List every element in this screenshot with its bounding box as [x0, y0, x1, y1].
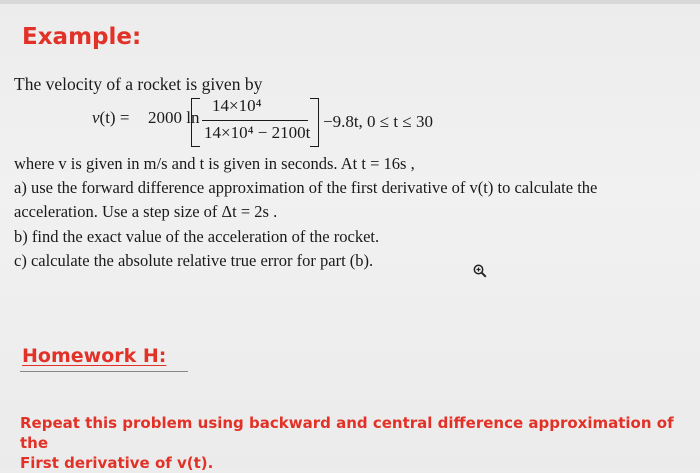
fraction-bar [202, 120, 308, 121]
equation-tail: −9.8t, 0 ≤ t ≤ 30 [323, 112, 433, 131]
homework-task [20, 413, 680, 473]
homework-task-line-2: First derivative of v(t). [20, 454, 214, 472]
intro-text: The velocity of a rocket is given by [14, 74, 263, 94]
left-bracket [191, 98, 200, 147]
homework-title: Homework H: [22, 345, 167, 367]
example-heading: Example: [22, 24, 142, 50]
part-a-line-2: acceleration. Use a step size of Δt = 2s . [14, 202, 278, 221]
right-bracket [310, 98, 319, 147]
velocity-equation [92, 96, 452, 152]
equation-numerator: 14×10⁴ [212, 96, 262, 115]
equation-denominator: 14×10⁴ − 2100t [204, 123, 311, 142]
where-line: where v is given in m/s and t is given in seconds. At t = 16s , [14, 154, 415, 173]
homework-task-line-1: Repeat this problem using backward and central difference approximation of the [20, 414, 674, 452]
equation-coefficient: 2000 ln [148, 108, 200, 127]
part-b-line: b) find the exact value of the acceleration of the rocket. [14, 227, 380, 246]
equation-lhs: v(t) = [92, 108, 130, 127]
zoom-in-icon[interactable] [473, 264, 487, 278]
part-c-line: c) calculate the absolute relative true error for part (b). [14, 251, 374, 270]
homework-underline [20, 371, 188, 372]
top-edge [0, 0, 700, 4]
part-a-line-1: a) use the forward difference approximation of the first derivative of v(t) to calculate the [14, 178, 598, 197]
